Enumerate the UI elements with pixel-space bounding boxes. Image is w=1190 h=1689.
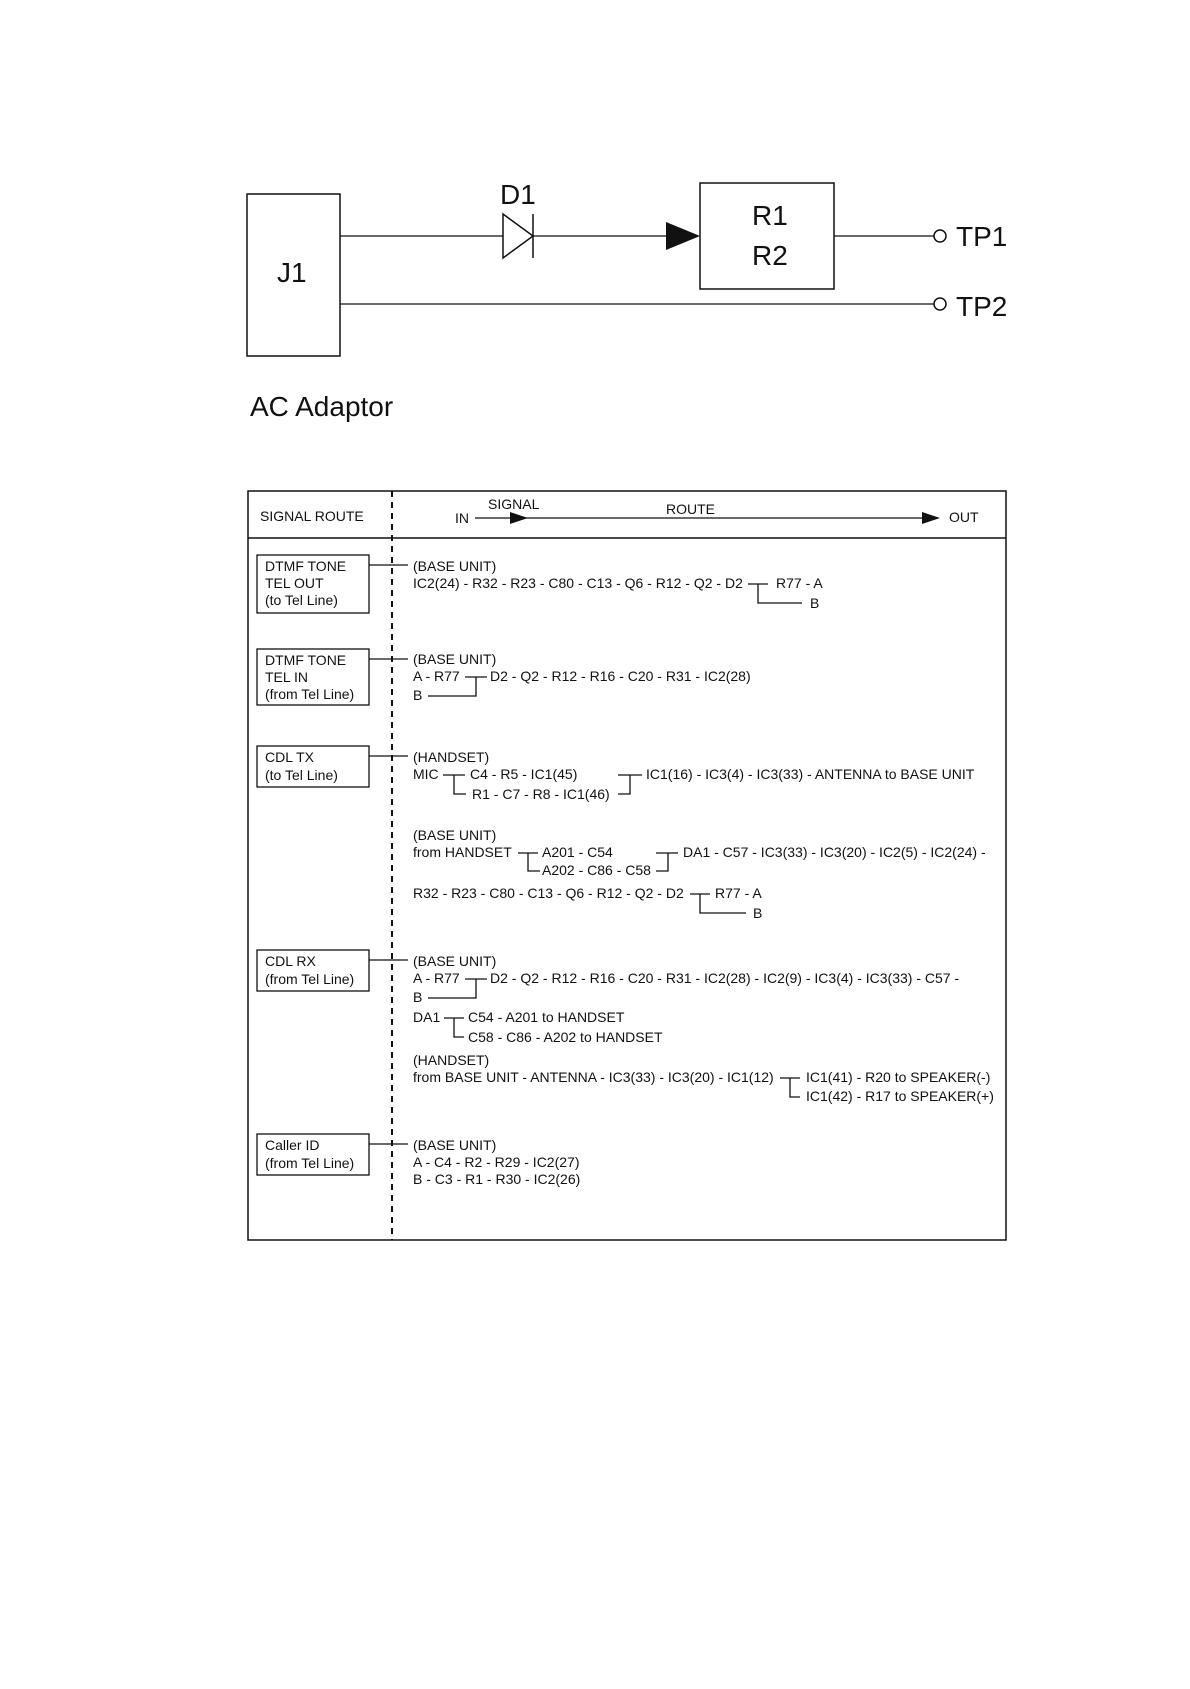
route-text: from HANDSET — [413, 844, 512, 860]
route-text: (BASE UNIT) — [413, 651, 497, 667]
row-label-line: CDL TX — [265, 749, 315, 765]
route-text: (BASE UNIT) — [413, 1137, 497, 1153]
route-text: MIC — [413, 766, 439, 782]
route-text: D2 - Q2 - R12 - R16 - C20 - R31 - IC2(28) - IC2(9) - IC3(4) - IC3(33) - C57 - — [490, 970, 960, 986]
header-in: IN — [455, 510, 469, 526]
route-branch — [443, 775, 466, 794]
route-text: (BASE UNIT) — [413, 953, 497, 969]
route-text: DA1 - C57 - IC3(33) - IC3(20) - IC2(5) - IC2(24) - — [683, 844, 986, 860]
route-branch — [518, 853, 540, 871]
row-label-line: (to Tel Line) — [265, 592, 338, 608]
route-text: C54 - A201 to HANDSET — [468, 1009, 625, 1025]
j1-label: J1 — [277, 257, 307, 288]
route-text: DA1 — [413, 1009, 441, 1025]
row-label-line: (from Tel Line) — [265, 971, 355, 987]
signal-route-table — [248, 491, 1006, 1240]
route-text: D2 - Q2 - R12 - R16 - C20 - R31 - IC2(28) — [490, 668, 751, 684]
route-row-cdl-rx — [257, 950, 994, 1104]
route-text: A - R77 — [413, 668, 460, 684]
route-row-caller-id — [257, 1134, 580, 1187]
r1-label: R1 — [752, 200, 788, 231]
route-row-dtmf-tel-out — [257, 555, 823, 613]
route-text: IC2(24) - R32 - R23 - C80 - C13 - Q6 - R12 - Q2 - D2 — [413, 575, 743, 591]
d1-label: D1 — [500, 179, 536, 210]
tp1-label: TP1 — [956, 221, 1008, 252]
row-label-line: TEL OUT — [265, 575, 324, 591]
route-text: A201 - C54 — [542, 844, 613, 860]
route-text: (BASE UNIT) — [413, 558, 497, 574]
route-text: A - C4 - R2 - R29 - IC2(27) — [413, 1154, 580, 1170]
route-text: C58 - C86 - A202 to HANDSET — [468, 1029, 663, 1045]
route-branch — [780, 1078, 800, 1097]
route-text: R32 - R23 - C80 - C13 - Q6 - R12 - Q2 - D2 — [413, 885, 684, 901]
row-label-line: DTMF TONE — [265, 652, 347, 668]
row-label-line: (from Tel Line) — [265, 1155, 355, 1171]
tp1-terminal — [934, 230, 946, 242]
route-text: B — [413, 687, 423, 703]
ac-adaptor-schematic — [247, 179, 1007, 422]
route-text: IC1(41) - R20 to SPEAKER(-) — [806, 1069, 991, 1085]
r1-r2-block — [700, 183, 834, 289]
ac-adaptor-title: AC Adaptor — [250, 391, 394, 422]
header-arrow-mid-icon — [510, 512, 528, 524]
r2-label: R2 — [752, 240, 788, 271]
route-text: IC1(42) - R17 to SPEAKER(+) — [806, 1088, 994, 1104]
route-text: (HANDSET) — [413, 1052, 490, 1068]
route-text: A - R77 — [413, 970, 460, 986]
route-text: C4 - R5 - IC1(45) — [470, 766, 578, 782]
route-text: (BASE UNIT) — [413, 827, 497, 843]
row-label-line: Caller ID — [265, 1137, 320, 1153]
route-text: B — [810, 595, 820, 611]
route-text: A202 - C86 - C58 — [542, 862, 651, 878]
route-text: B — [753, 905, 763, 921]
route-text: R77 - A — [715, 885, 762, 901]
tp2-terminal — [934, 298, 946, 310]
route-text: from BASE UNIT - ANTENNA - IC3(33) - IC3(20) - IC1(12) — [413, 1069, 774, 1085]
tp2-label: TP2 — [956, 291, 1008, 322]
route-branch — [444, 1018, 464, 1037]
route-text: B — [413, 989, 423, 1005]
route-text: (HANDSET) — [413, 749, 490, 765]
route-text: IC1(16) - IC3(4) - IC3(33) - ANTENNA to BASE UNIT — [646, 766, 975, 782]
route-text: R77 - A — [776, 575, 823, 591]
diode-d1-symbol — [503, 214, 533, 258]
row-label-line: (to Tel Line) — [265, 767, 338, 783]
row-label-line: CDL RX — [265, 953, 316, 969]
header-signal: SIGNAL — [488, 496, 540, 512]
header-arrow-out-icon — [922, 512, 940, 524]
arrow-right-icon — [666, 222, 700, 250]
route-merge — [656, 853, 678, 871]
header-out: OUT — [949, 509, 979, 525]
row-label-line: (from Tel Line) — [265, 686, 355, 702]
route-text: R1 - C7 - R8 - IC1(46) — [472, 786, 610, 802]
row-label-line: DTMF TONE — [265, 558, 347, 574]
route-merge — [618, 775, 642, 794]
header-route: ROUTE — [666, 501, 715, 517]
route-row-cdl-tx — [257, 746, 986, 921]
row-label-line: TEL IN — [265, 669, 309, 685]
route-row-dtmf-tel-in — [257, 649, 751, 705]
header-signal-route: SIGNAL ROUTE — [260, 508, 364, 524]
route-text: B - C3 - R1 - R30 - IC2(26) — [413, 1171, 581, 1187]
